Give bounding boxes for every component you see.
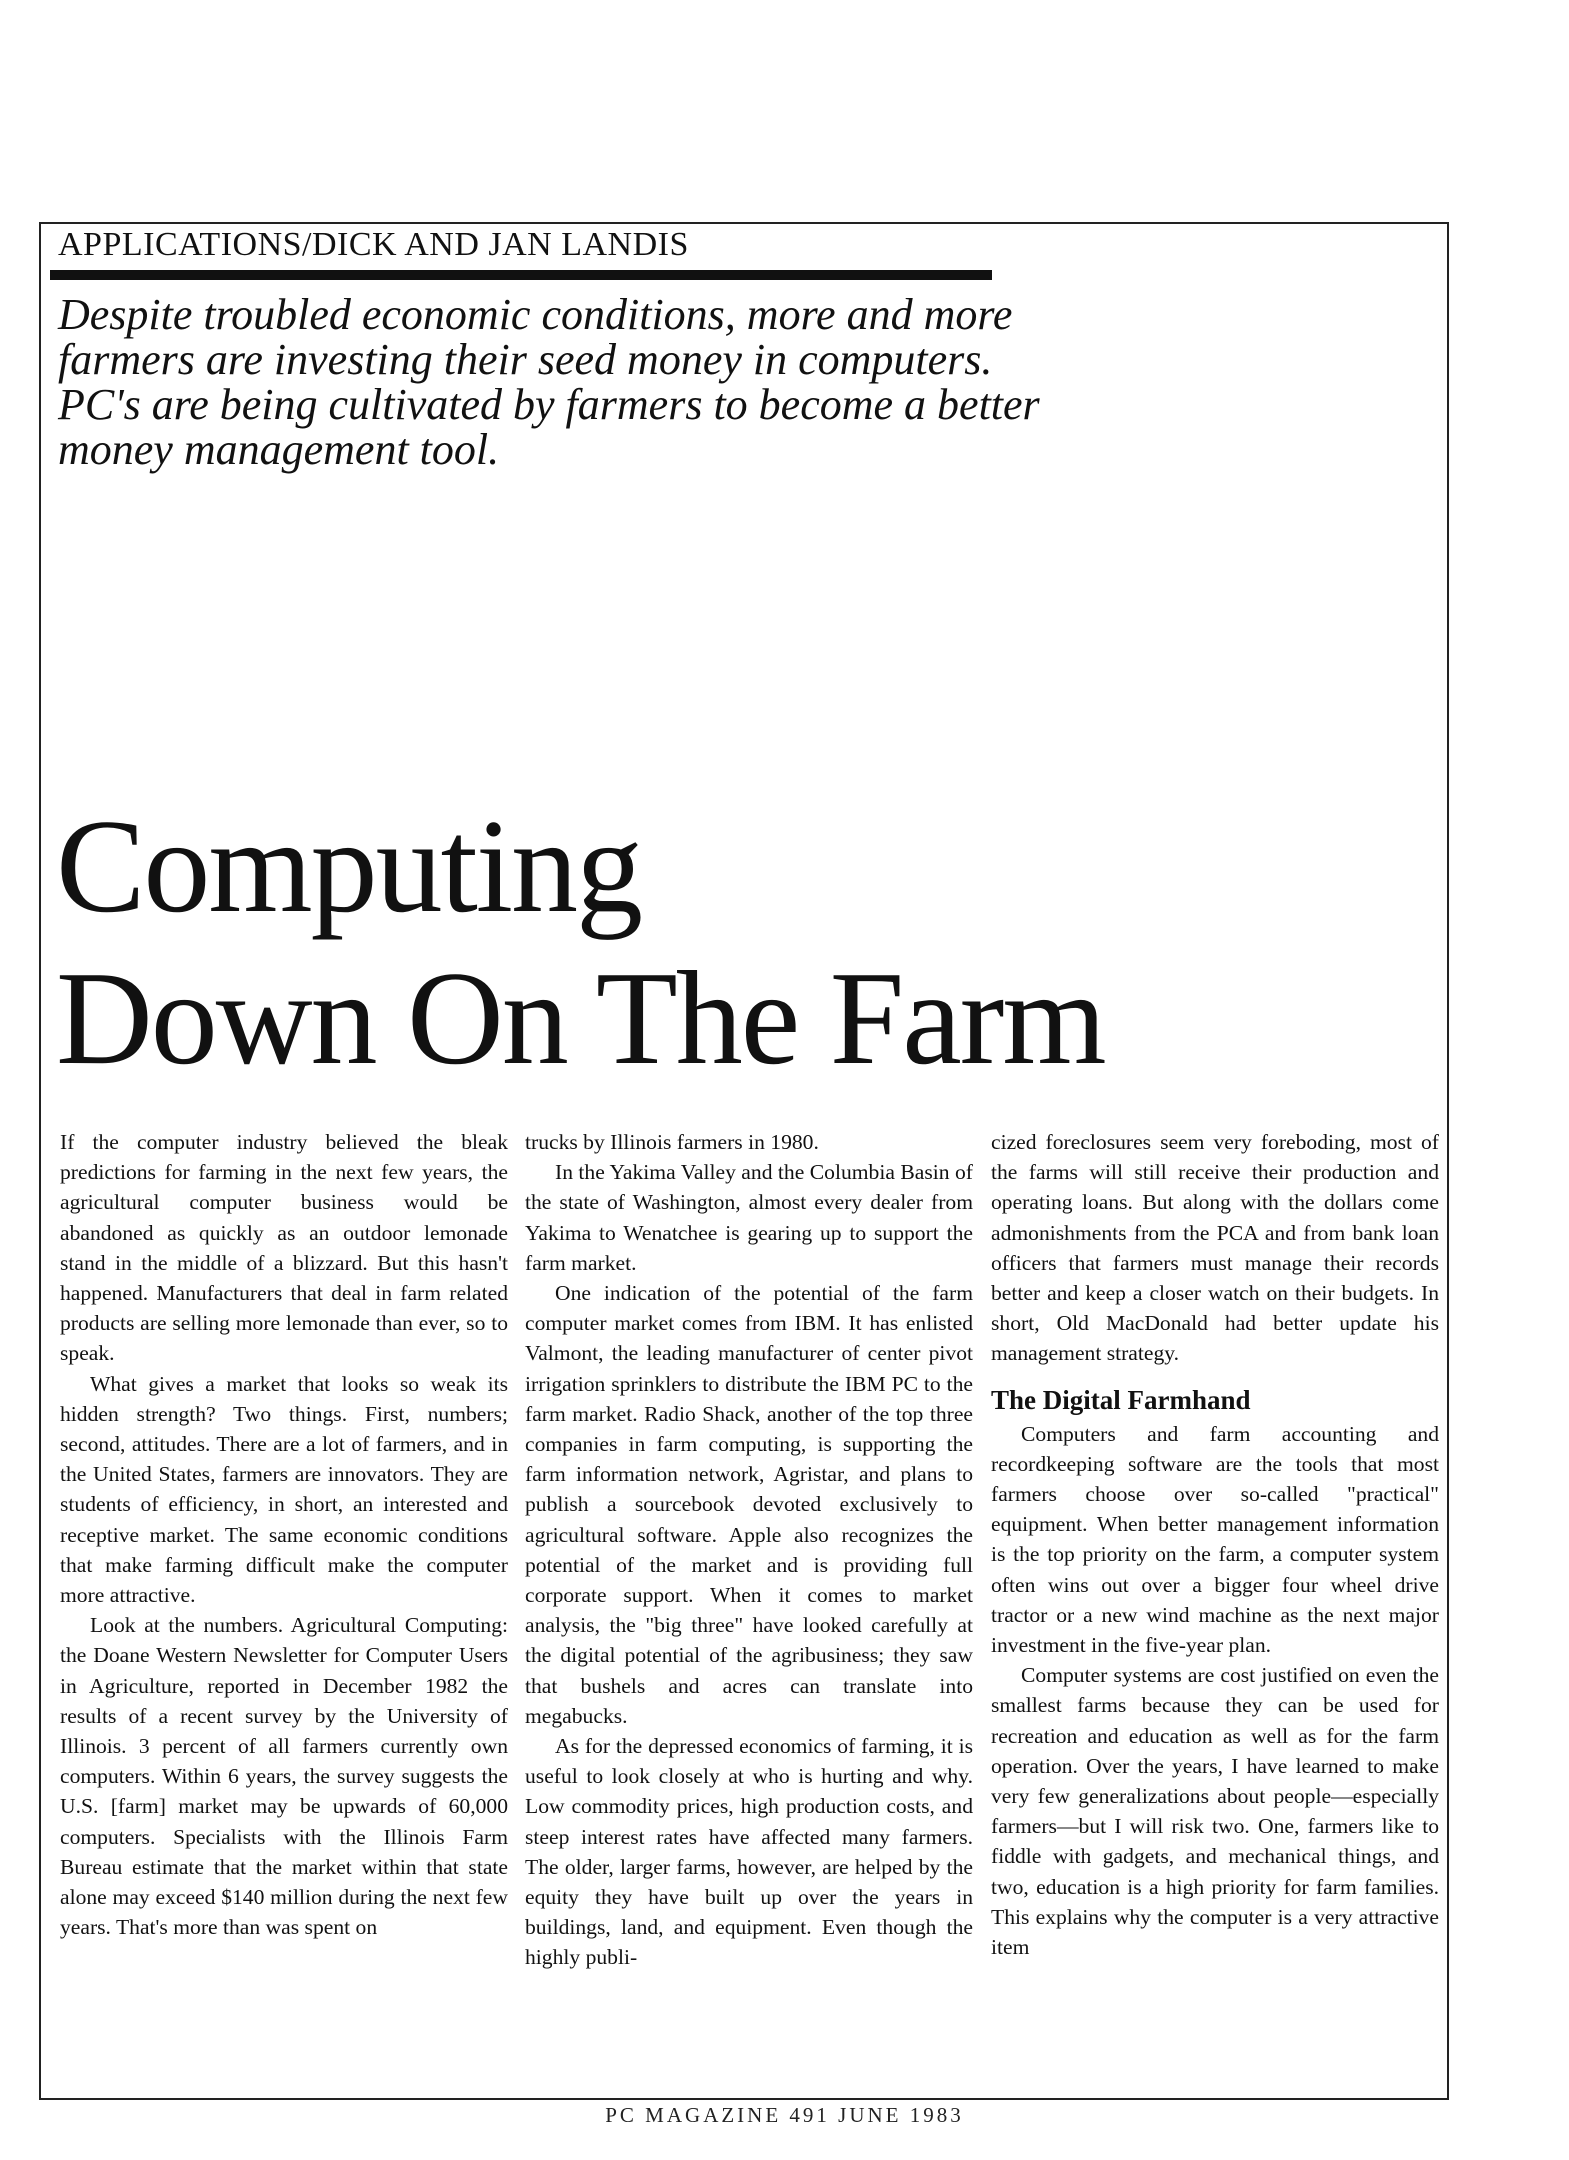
paragraph: cized foreclosures seem very foreboding, most of the farms will still receive their production and operating loans. But along with the dollars come admonishments from the PCA and from bank loan officers that farmers must manage their records better and keep a closer watch on their budgets. In short, Old MacDonald had better update his management strategy. [991, 1130, 1439, 1366]
column-1 [60, 1127, 508, 1942]
column-2 [525, 1127, 973, 1973]
paragraph: What gives a market that looks so weak its hidden strength? Two things. First, numbers; second, attitudes. There are a lot of farmers, and in the United States, farmers are innovators. They are students of efficiency, in short, an interested and receptive market. The same economic conditions that make farming difficult make the computer more attractive. [60, 1371, 508, 1608]
section-heading: The Digital Farmhand [991, 1384, 1251, 1415]
article-deck: Despite troubled economic conditions, more and more farmers are investing their seed money in computers. PC's are being cultivated by farmers to become a better money management tool. [58, 290, 1040, 474]
title-line-2: Down On The Farm [56, 944, 1105, 1092]
paragraph: Look at the numbers. Agricultural Computing: the Doane Western Newsletter for Computer Users in Agriculture, reported in December 1982 the results of a recent survey by the University of Illinois. 3 percent of all farmers currently own computers. Within 6 years, the survey suggests the U.S. [farm] market may be upwards of 60,000 computers. Specialists with the Illinois Farm Bureau estimate that the market within that state alone may exceed $140 million during the next few years. That's more than was spent on [60, 1613, 508, 1940]
paragraph: In the Yakima Valley and the Columbia Basin of the state of Washington, almost every dealer from Yakima to Wenatchee is gearing up to support the farm market. [525, 1160, 973, 1275]
paragraph: As for the depressed economics of farming, it is useful to look closely at who is hurting and why. Low commodity prices, high production costs, and steep interest rates have affected many farmers. The older, larger farms, however, are helped by the equity they have built up over the years in buildings, land, and equipment. Even though the highly publi- [525, 1734, 973, 1970]
paragraph: Computers and farm accounting and recordkeeping software are the tools that most farmers choose over so-called "practical" equipment. When better management information is the top priority on the farm, a computer system often wins out over a bigger four wheel drive tractor or a new wind machine as the next major investment in the five-year plan. [991, 1421, 1439, 1658]
article-title [56, 790, 1256, 1094]
paragraph: One indication of the potential of the farm computer market comes from IBM. It has enlisted Valmont, the leading manufacturer of center pivot irrigation sprinklers to distribute the IBM PC to the farm market. Radio Shack, another of the top three companies in farm computing, is supporting the farm information network, Agristar, and plans to publish a sourcebook devoted exclusively to agricultural software. Apple also recognizes the potential of the market and is providing full corporate support. When it comes to market analysis, the "big three" have looked carefully at the digital potential of the agribusiness; they saw that bushels and acres can translate into megabucks. [525, 1281, 973, 1728]
paragraph: If the computer industry believed the bleak predictions for farming in the next few years, the agricultural computer business would be abandoned as quickly as an outdoor lemonade stand in the middle of a blizzard. But this hasn't happened. Manufacturers that deal in farm related products are selling more lemonade than ever, so to speak. [60, 1130, 508, 1366]
title-line-1: Computing [56, 792, 642, 940]
column-3 [991, 1127, 1439, 1962]
paragraph: Computer systems are cost justified on even the smallest farms because they can be used for recreation and education as well as for the farm operation. Over the years, I have learned to make very few generalizations about people—especially farmers—but I will risk two. One, farmers like to fiddle with gadgets, and mechanical things, and two, education is a high priority for farm families. This explains why the computer is a very attractive item [991, 1663, 1439, 1960]
page-footer: PC MAGAZINE 491 JUNE 1983 [605, 2103, 964, 2127]
paragraph: trucks by Illinois farmers in 1980. [525, 1130, 819, 1154]
section-kicker: APPLICATIONS/DICK AND JAN LANDIS [58, 226, 689, 263]
header-rule [50, 270, 992, 280]
